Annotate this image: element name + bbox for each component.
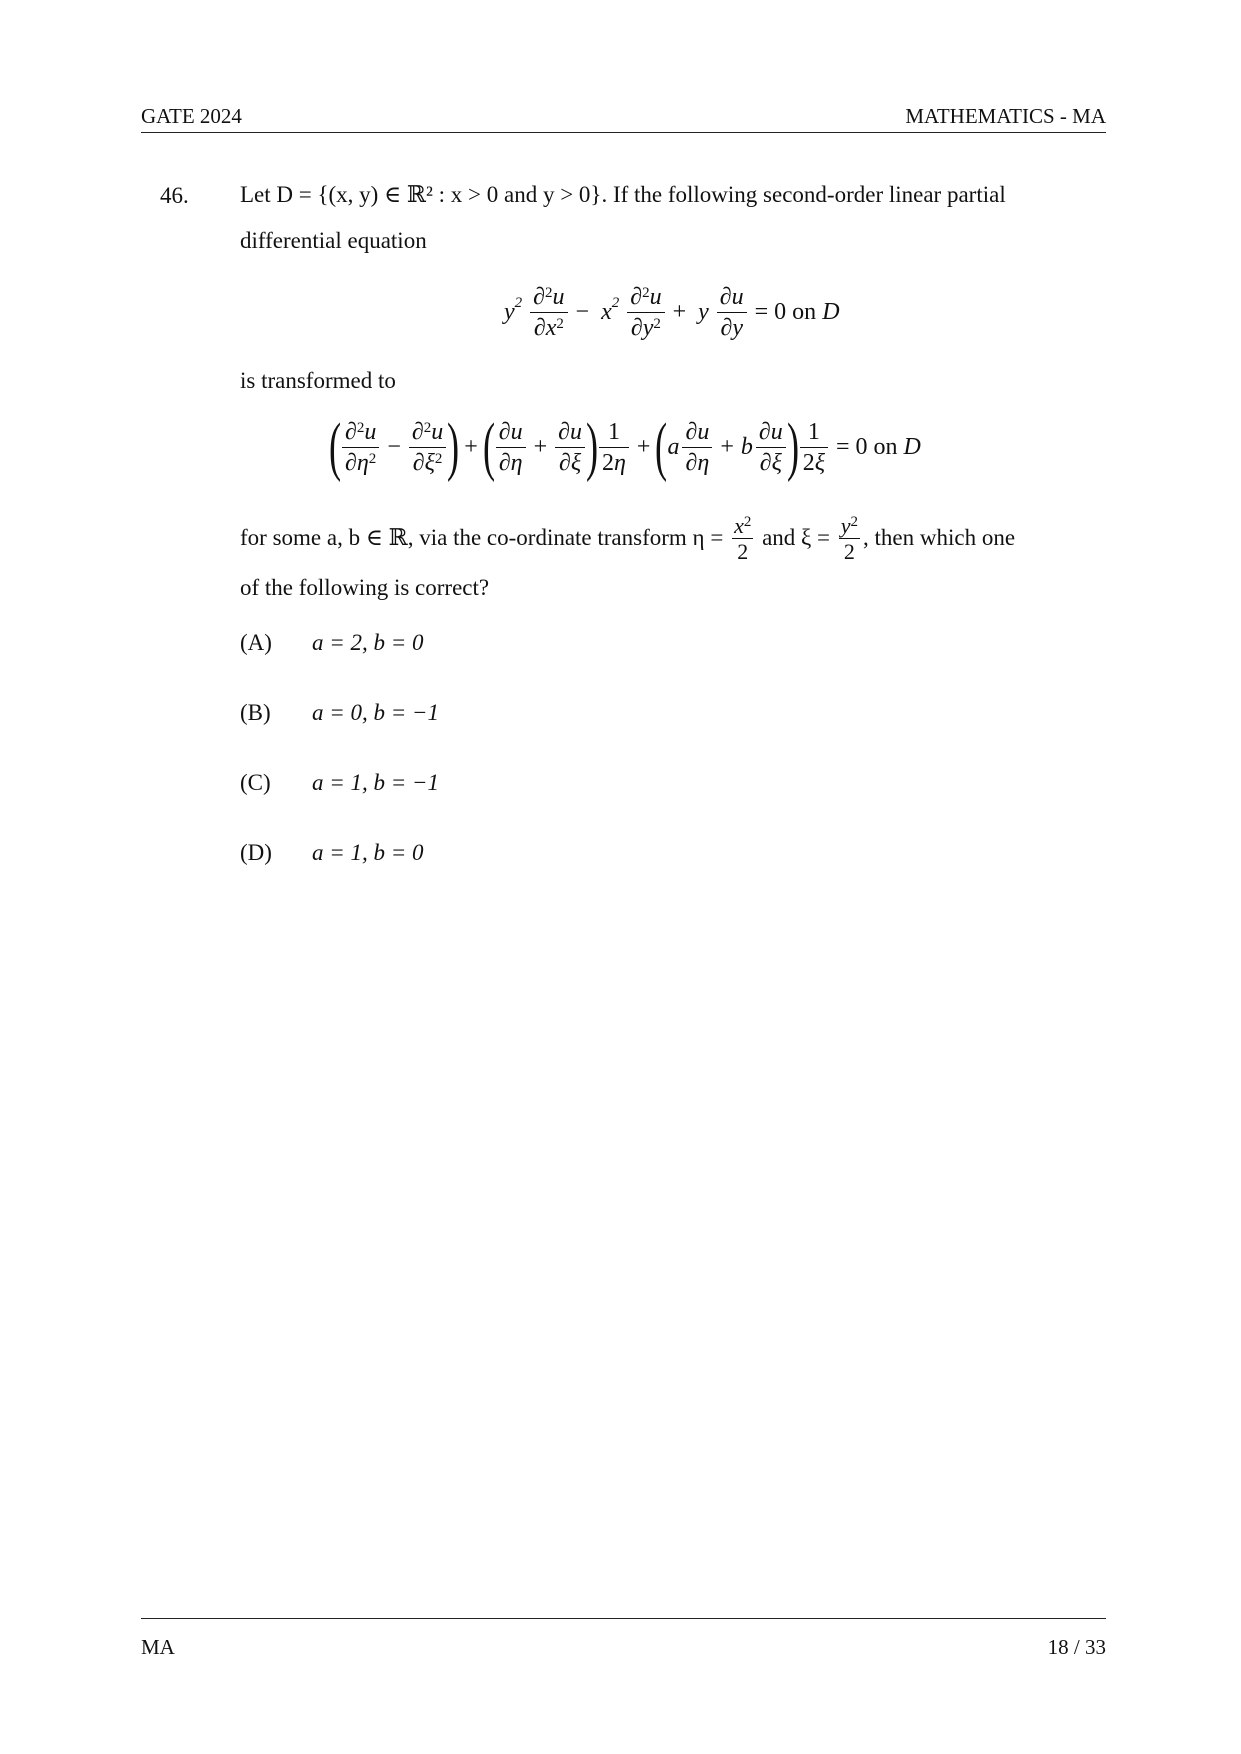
- transformed-label: is transformed to: [240, 368, 396, 393]
- option-a[interactable]: [240, 630, 424, 656]
- eta-fraction: $\frac{x^2}{2}$: [734, 513, 752, 564]
- question-number: 46.: [160, 183, 189, 208]
- intro-line-2: differential equation: [240, 228, 427, 253]
- condition-text-before: for some a, b ∈ ℝ, via the co-ordinate transform η =: [240, 524, 724, 550]
- subject-title: MATHEMATICS - MA: [905, 104, 1106, 128]
- condition-and: and ξ =: [762, 524, 831, 550]
- exam-title: GATE 2024: [141, 104, 242, 128]
- page-header: [141, 90, 1106, 133]
- condition-paragraph: [240, 514, 1106, 611]
- page-number: 18 / 33: [1047, 1635, 1106, 1659]
- option-b-text: a = 0, b = −1: [312, 700, 440, 725]
- option-a-text: a = 2, b = 0: [312, 630, 424, 655]
- pde-equation: $y^2$ $\frac{\partial^2u}{\partial x^2}$ − $x^2$ $\frac{\partial^2u}{\partial y^2}$ + y $\frac{\partial u}{\partial y}$ = 0 on D: [504, 284, 840, 341]
- condition-after: , then which one: [863, 524, 1016, 550]
- option-c[interactable]: [240, 770, 439, 796]
- option-a-label: (A): [240, 630, 272, 655]
- footer-subject-code: MA: [141, 1635, 175, 1659]
- option-d-text: a = 1, b = 0: [312, 840, 424, 865]
- option-d-label: (D): [240, 840, 272, 865]
- question-intro: [240, 172, 1106, 264]
- option-c-text: a = 1, b = −1: [312, 770, 440, 795]
- option-b-label: (B): [240, 700, 271, 725]
- intro-line-1: Let D = {(x, y) ∈ ℝ² : x > 0 and y > 0}. If the following second-order linear partial: [240, 182, 1006, 207]
- option-d[interactable]: [240, 840, 424, 866]
- option-b[interactable]: [240, 700, 439, 726]
- transformed-equation: ( $\frac{\partial^2u}{\partial\eta^2}$ − $\frac{\partial^2u}{\partial\xi^2}$ ) +( $\frac{\partial u}{\partial\eta}$ + $\frac{\partial u}{\partial\xi}$ ) $\frac{1}{2\eta}$ +(a $\frac{\partial u}{\partial\eta}$ + b $\frac{\partial u}{\partial\xi}$ ) $\frac{1}{2\xi}$ = 0 on D: [328, 410, 921, 483]
- condition-line-2: of the following is correct?: [240, 575, 490, 600]
- option-c-label: (C): [240, 770, 271, 795]
- condition-line-1: [240, 514, 1106, 565]
- page-footer: [141, 1618, 1106, 1659]
- xi-fraction: $\frac{y^2}{2}$: [840, 513, 859, 564]
